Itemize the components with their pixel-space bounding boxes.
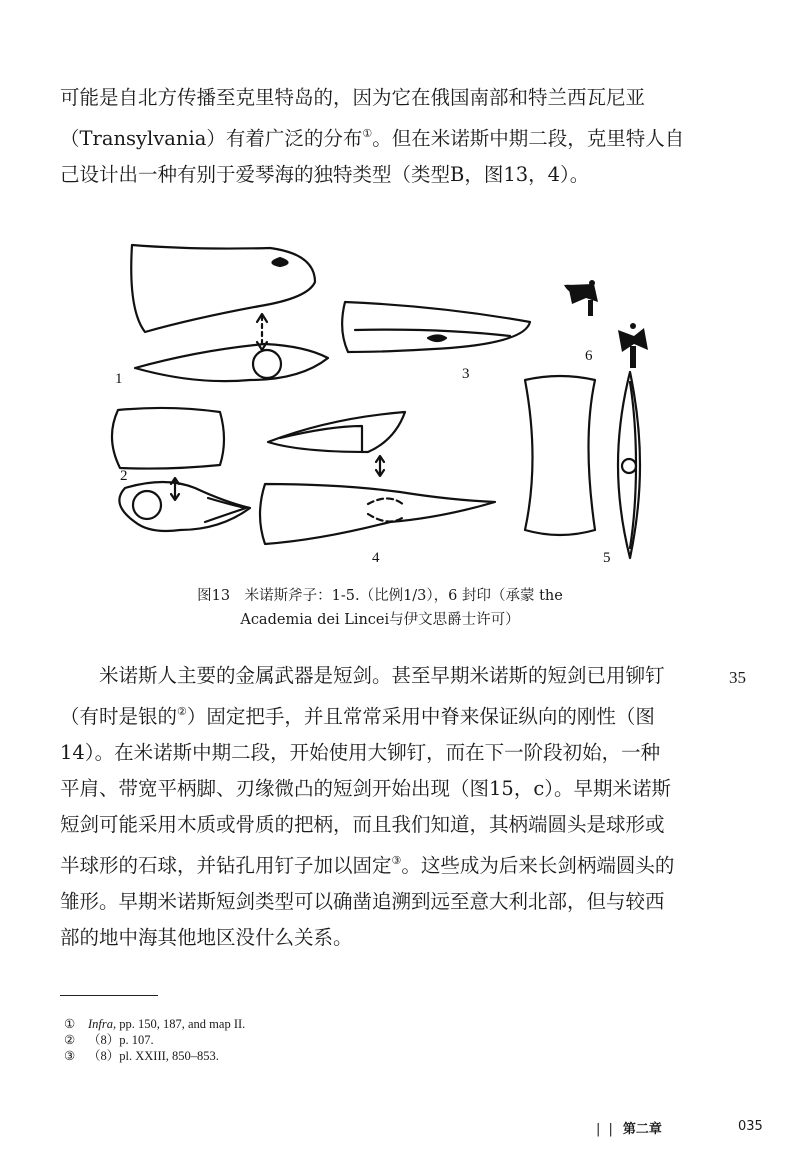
page-number: 035	[738, 1119, 763, 1134]
footnote-divider	[60, 995, 158, 996]
footnote-2: ② （8）p. 107.	[64, 1033, 154, 1047]
figure-label-6: 6	[585, 348, 593, 364]
text-line: 14）。在米诺斯中期二段，开始使用大铆钉，而在下一阶段初始，一种	[60, 741, 661, 764]
figure-label-3: 3	[462, 366, 470, 382]
paragraph-1	[60, 80, 710, 193]
footnote-3: ③ （8）pl. XXIII, 850–853.	[64, 1049, 219, 1063]
text-line: 部的地中海其他地区没什么关系。	[60, 926, 353, 949]
margin-page-number: 35	[729, 668, 746, 687]
text-line: 米诺斯人主要的金属武器是短剑。甚至早期米诺斯的短剑已用铆钉	[99, 664, 665, 687]
text-line: 己设计出一种有别于爱琴海的独特类型（类型B，图13，4）。	[60, 163, 590, 186]
text-line: 雏形。早期米诺斯短剑类型可以确凿追溯到远至意大利北部，但与较西	[60, 890, 665, 913]
text-line: 半球形的石球，并钻孔用钉子加以固定③。这些成为后来长剑柄端圆头的	[60, 854, 675, 877]
figure-label-5: 5	[603, 550, 611, 566]
figure-caption-line2: Academia dei Lincei与伊文思爵士许可）	[240, 612, 520, 628]
text-line: 平肩、带宽平柄脚、刃缘微凸的短剑开始出现（图15，c）。早期米诺斯	[60, 777, 671, 800]
footnote-1: ① Infra, pp. 150, 187, and map II.	[64, 1017, 246, 1031]
paragraph-2	[60, 658, 710, 956]
figure-label-4: 4	[372, 550, 380, 566]
footnote-ref-2[interactable]: ②	[177, 705, 187, 718]
figure-label-2: 2	[120, 468, 128, 484]
text-line: （有时是银的②）固定把手，并且常常采用中脊来保证纵向的刚性（图	[60, 705, 655, 728]
footnote-ref-1[interactable]: ①	[362, 127, 373, 140]
chapter-footer: | | 第二章	[596, 1122, 662, 1137]
text-line: 可能是自北方传播至克里特岛的，因为它在俄国南部和特兰西瓦尼亚	[60, 86, 646, 109]
figure-minoan-axes	[100, 240, 660, 580]
footnote-ref-3[interactable]: ③	[391, 854, 402, 867]
figure-label-1: 1	[115, 371, 123, 387]
text-line: （Transylvania）有着广泛的分布①。但在米诺斯中期二段，克里特人自	[60, 127, 685, 150]
figure-caption-line1: 图13 米诺斯斧子：1-5.（比例1/3），6 封印（承蒙 the	[197, 588, 563, 604]
axes-illustration	[100, 240, 660, 580]
text-line: 短剑可能采用木质或骨质的把柄，而且我们知道，其柄端圆头是球形或	[60, 813, 665, 836]
